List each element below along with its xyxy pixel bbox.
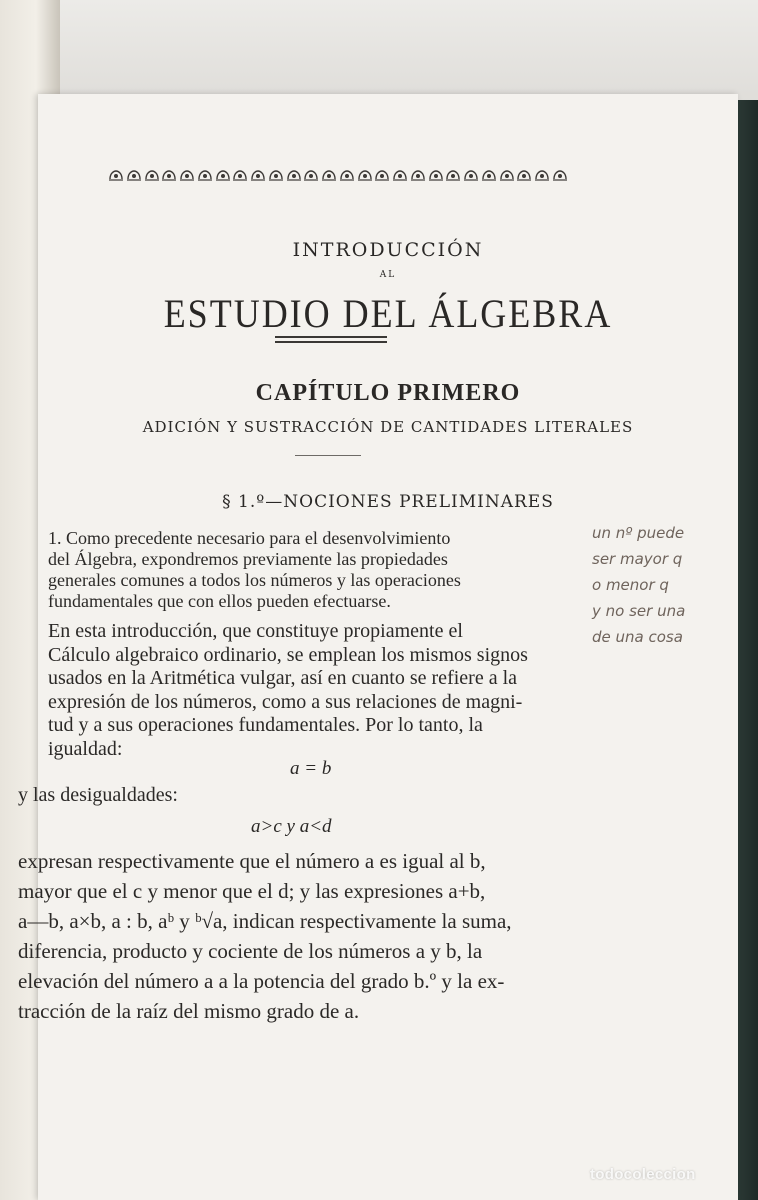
margin-note-line: y no ser una — [592, 602, 686, 620]
double-rule-divider — [275, 336, 387, 344]
ornament-scroll-icon — [179, 167, 195, 183]
paragraph-line: diferencia, producto y cociente de los números a y b, la — [18, 939, 483, 963]
ornament-scroll-icon — [339, 167, 355, 183]
paragraph-4 — [18, 846, 512, 1026]
ornament-scroll-icon — [144, 167, 160, 183]
margin-note-line: de una cosa — [592, 628, 683, 646]
paragraph-line: usados en la Aritmética vulgar, así en cuanto se refiere a la — [48, 667, 518, 689]
ornament-scroll-icon — [357, 167, 373, 183]
ornament-scroll-icon — [303, 167, 319, 183]
ornament-scroll-icon — [481, 167, 497, 183]
ornament-scroll-icon — [516, 167, 532, 183]
paragraph-3: y las desigualdades: — [18, 784, 178, 806]
paragraph-line: a—b, a×b, a : b, aᵇ y ᵇ√a, indican respectivamente la suma, — [18, 909, 512, 933]
ornament-scroll-icon — [392, 167, 408, 183]
paragraph-line: expresan respectivamente que el número a es igual al b, — [18, 849, 486, 873]
paragraph-line: tracción de la raíz del mismo grado de a. — [18, 999, 360, 1023]
ornament-scroll-icon — [197, 167, 213, 183]
ornament-scroll-icon — [534, 167, 550, 183]
paragraph-1 — [48, 528, 461, 612]
formula-inequalities: a>c y a<d — [251, 816, 332, 837]
ornament-scroll-icon — [552, 167, 568, 183]
ornament-scroll-icon — [410, 167, 426, 183]
ornament-scroll-icon — [161, 167, 177, 183]
ornament-scroll-icon — [268, 167, 284, 183]
ornament-scroll-icon — [463, 167, 479, 183]
margin-note-line: ser mayor q — [592, 550, 683, 568]
ornament-scroll-icon — [374, 167, 390, 183]
paragraph-line: tud y a sus operaciones fundamentales. Por lo tanto, la — [48, 714, 483, 736]
ornament-scroll-icon — [499, 167, 515, 183]
paragraph-line: fundamentales que con ellos pueden efectuarse. — [48, 591, 391, 611]
page-title: ESTUDIO DEL ÁLGEBRA — [163, 291, 613, 336]
watermark: todocoleccion — [590, 1166, 696, 1183]
paragraph-line: generales comunes a todos los números y las operaciones — [48, 570, 461, 590]
paragraph-line: del Álgebra, expondremos previamente las propiedades — [48, 549, 448, 569]
handwritten-margin-note — [592, 520, 758, 650]
paragraph-line: mayor que el c y menor que el d; y las expresiones a+b, — [18, 879, 486, 903]
chapter-subtitle: ADICIÓN Y SUSTRACCIÓN DE CANTIDADES LITERALES — [142, 418, 634, 436]
ornament-scroll-icon — [232, 167, 248, 183]
paragraph-line: Cálculo algebraico ordinario, se emplean los mismos signos — [48, 643, 528, 666]
ornament-scroll-icon — [321, 167, 337, 183]
short-rule-divider — [295, 455, 361, 456]
margin-note-line: un nº puede — [592, 524, 685, 542]
title-connector: AL — [379, 270, 397, 280]
ornament-scroll-icon — [445, 167, 461, 183]
decorative-ornament-band — [108, 164, 568, 186]
paragraph-line: expresión de los números, como a sus relaciones de magni- — [48, 690, 523, 713]
chapter-heading: CAPÍTULO PRIMERO — [255, 380, 521, 406]
section-heading: § 1.º—NOCIONES PRELIMINARES — [222, 492, 554, 512]
book-cover-edge — [736, 100, 758, 1200]
ornament-scroll-icon — [126, 167, 142, 183]
ornament-scroll-icon — [428, 167, 444, 183]
paragraph-line: igualdad: — [48, 737, 123, 760]
paragraph-line: elevación del número a a la potencia del grado b.º y la ex- — [18, 969, 505, 993]
margin-note-line: o menor q — [592, 576, 669, 594]
paragraph-2 — [48, 620, 528, 761]
ornament-scroll-icon — [286, 167, 302, 183]
ornament-scroll-icon — [108, 167, 124, 183]
ornament-scroll-icon — [215, 167, 231, 183]
title-introduccion: INTRODUCCIÓN — [292, 239, 484, 261]
formula-equality: a = b — [290, 758, 332, 779]
paragraph-line: 1. Como precedente necesario para el desenvolvimiento — [48, 528, 451, 548]
paragraph-line: En esta introducción, que constituye propiamente el — [48, 620, 463, 642]
ornament-scroll-icon — [250, 167, 266, 183]
